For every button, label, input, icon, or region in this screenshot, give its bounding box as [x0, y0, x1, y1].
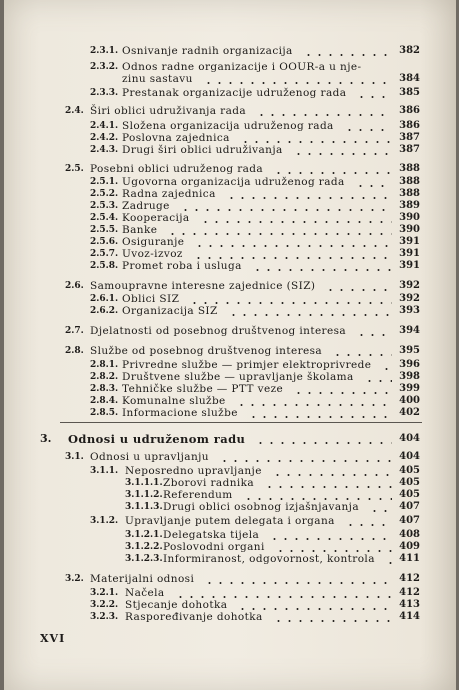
- toc-entry-number: 3.1.2.3.: [125, 554, 163, 564]
- toc-entry-page: 389: [399, 200, 420, 211]
- toc-entry-page: 393: [399, 305, 420, 316]
- toc-entry-title: Referendum: [163, 489, 233, 501]
- dot-leader: [369, 510, 392, 512]
- toc-entry-title: Odnosi u udruženom radu: [68, 432, 246, 446]
- section-divider: [60, 422, 422, 423]
- toc-entry-page: 386: [399, 105, 420, 116]
- dot-leader: [356, 334, 392, 336]
- toc-entry-title: Raspoređivanje dohotka: [125, 611, 263, 623]
- toc-entry-page: 412: [399, 573, 420, 584]
- toc-entry: [4, 450, 456, 464]
- toc-entry-title: Radna zajednica: [122, 188, 216, 200]
- toc-entry-page: 404: [399, 451, 420, 462]
- toc-entry-title: Prestanak organizacije udruženog rada: [122, 87, 347, 99]
- toc-entry-title: Osiguranje: [122, 236, 185, 248]
- toc-entry-page: 405: [399, 489, 420, 500]
- toc-entry-number: 2.4.: [65, 106, 84, 116]
- toc-entry-title: Organizacija SIZ: [122, 305, 218, 317]
- toc-entry: [4, 324, 456, 338]
- toc-entry-page: 394: [399, 325, 420, 336]
- toc-entry-page: 392: [399, 280, 420, 291]
- toc-entry-title: Poslovna zajednica: [122, 132, 230, 144]
- toc-entry-number: 2.8.4.: [90, 396, 119, 406]
- toc-entry: [4, 514, 456, 528]
- dot-leader: [356, 96, 392, 98]
- toc-entry-title: Širi oblici udruživanja rada: [90, 105, 247, 117]
- toc-entry-page: 404: [399, 433, 420, 444]
- toc-entry: [4, 344, 456, 358]
- toc-entry-number: 2.8.: [65, 346, 84, 356]
- dot-leader: [345, 524, 392, 526]
- toc-entry-page: 395: [399, 345, 420, 356]
- toc-entry-title: Materijalni odnosi: [90, 573, 195, 585]
- toc-entry-title: Uvoz-izvoz: [122, 248, 183, 260]
- dot-leader: [219, 460, 392, 462]
- toc-entry-page: 413: [399, 599, 420, 610]
- toc-entry: [4, 86, 456, 100]
- toc-entry: [4, 279, 456, 293]
- toc-entry-title: Upravljanje putem delegata i organa: [125, 515, 335, 527]
- toc-entry-number: 3.1.2.: [90, 516, 119, 526]
- toc-entry-title: Delegatska tijela: [163, 529, 260, 541]
- dot-leader: [273, 620, 392, 622]
- dot-leader: [204, 582, 392, 584]
- toc-entry-title: Drugi oblici osobnog izjašnjavanja: [163, 501, 359, 513]
- toc-entry: [4, 552, 456, 566]
- toc-entry-title: Odnos radne organizacije i OOUR-a u nje-: [122, 61, 362, 73]
- toc-entry-number: 3.1.: [65, 452, 84, 462]
- toc-entry-page: 392: [399, 293, 420, 304]
- dot-leader: [203, 82, 392, 84]
- toc-entry-page: 388: [399, 188, 420, 199]
- toc-entry-number: 3.1.1.1.: [125, 478, 163, 488]
- toc-entry-page: 387: [399, 144, 420, 155]
- toc-entry-number: 2.5.6.: [90, 237, 119, 247]
- toc-entry: [4, 44, 456, 58]
- toc-entry-number: 2.3.1.: [90, 46, 119, 56]
- toc-entry-title: Privredne službe — primjer elektroprivrede: [122, 359, 372, 371]
- toc-entry-number: 3.1.1.3.: [125, 502, 163, 512]
- toc-entry-page: 386: [399, 120, 420, 131]
- toc-entry: [4, 72, 456, 86]
- dot-leader: [256, 114, 392, 116]
- toc-entry-number: 2.4.3.: [90, 145, 119, 155]
- toc-entry-number: 3.1.2.2.: [125, 542, 163, 552]
- toc-entry-title: Oblici SIZ: [122, 293, 180, 305]
- toc-entry-title: Kooperacija: [122, 212, 190, 224]
- toc-entry-number: 2.6.: [65, 281, 84, 291]
- toc-entry-title: Ugovorna organizacija udruženog rada: [122, 176, 345, 188]
- dot-leader: [273, 172, 392, 174]
- toc-entry-page: 405: [399, 477, 420, 488]
- toc-entry-number: 2.5.2.: [90, 189, 119, 199]
- toc-entry-page: 391: [399, 236, 420, 247]
- toc-entry-page: 409: [399, 541, 420, 552]
- toc-entry: [4, 610, 456, 624]
- toc-entry-number: 3.2.2.: [90, 600, 119, 610]
- toc-entry: [4, 432, 456, 446]
- toc-entry-title: Komunalne službe: [122, 395, 226, 407]
- toc-entry-title: Banke: [122, 224, 158, 236]
- toc-entry-number: 2.5.1.: [90, 177, 119, 187]
- toc-entry-title: Stjecanje dohotka: [125, 599, 228, 611]
- toc-entry-number: 3.2.: [65, 574, 84, 584]
- toc-entry: [4, 104, 456, 118]
- toc-entry-title: zinu sastavu: [122, 73, 193, 85]
- toc-entry-page: 396: [399, 359, 420, 370]
- toc-entry-title: Odnosi u upravljanju: [90, 451, 209, 463]
- toc-entry-page: 400: [399, 395, 420, 406]
- toc-entry-title: Složena organizacija udruženog rada: [122, 120, 334, 132]
- toc-entry-number: 2.4.1.: [90, 121, 119, 131]
- toc-entry-number: 2.4.2.: [90, 133, 119, 143]
- toc-entry: [4, 304, 456, 318]
- toc-entry-number: 2.3.2.: [90, 62, 119, 72]
- toc-entry-title: Zborovi radnika: [163, 477, 255, 489]
- toc-entry-title: Poslovodni organi: [163, 541, 265, 553]
- toc-entry-page: 408: [399, 529, 420, 540]
- dot-leader: [255, 442, 392, 444]
- toc-entry-title: Službe od posebnog društvenog interesa: [90, 345, 323, 357]
- dot-leader: [228, 314, 392, 316]
- toc-entry-page: 387: [399, 132, 420, 143]
- toc-entry-page: 382: [399, 45, 420, 56]
- toc-entry-title: Tehničke službe — PTT veze: [122, 383, 284, 395]
- toc-entry-number: 3.1.2.1.: [125, 530, 163, 540]
- toc-entry-number: 2.8.2.: [90, 372, 119, 382]
- toc-entry-page: 407: [399, 501, 420, 512]
- toc-entry-page: 407: [399, 515, 420, 526]
- toc-entry-title: Djelatnosti od posebnog društvenog interesa: [90, 325, 347, 337]
- toc-entry-page: 391: [399, 260, 420, 271]
- toc-entry-title: Samoupravne interesne zajednice (SIZ): [90, 280, 316, 292]
- toc-entry-number: 2.6.1.: [90, 294, 119, 304]
- toc-entry-page: 405: [399, 465, 420, 476]
- toc-entry-title: Posebni oblici udruženog rada: [90, 163, 264, 175]
- toc-entry-number: 2.5.5.: [90, 225, 119, 235]
- dot-leader: [325, 289, 392, 291]
- toc-entry-number: 2.7.: [65, 326, 84, 336]
- toc-entry-number: 2.3.3.: [90, 88, 119, 98]
- dot-leader: [248, 416, 392, 418]
- toc-entry-title: Neposredno upravljanje: [125, 465, 262, 477]
- toc-entry: [4, 406, 456, 420]
- toc-entry-title: Promet roba i usluga: [122, 260, 242, 272]
- toc-entry-page: 385: [399, 87, 420, 98]
- toc-entry-page: 414: [399, 611, 420, 622]
- toc-entry-number: 2.5.: [65, 164, 84, 174]
- toc-entry-number: 3.: [40, 432, 52, 445]
- toc-entry-title: Informacione službe: [122, 407, 238, 419]
- toc-entry-number: 3.1.1.: [90, 466, 119, 476]
- toc-entry-page: 399: [399, 383, 420, 394]
- toc-entry-number: 3.1.1.2.: [125, 490, 163, 500]
- dot-leader: [303, 54, 392, 56]
- toc-entry-page: 388: [399, 163, 420, 174]
- toc-entry-title: Informiranost, odgovornost, kontrola: [163, 553, 375, 565]
- toc-entry-number: 2.6.2.: [90, 306, 119, 316]
- toc-entry-page: 384: [399, 73, 420, 84]
- page-folio: XVI: [40, 632, 66, 645]
- toc-entry-title: Osnivanje radnih organizacija: [122, 45, 293, 57]
- toc-entry: [4, 162, 456, 176]
- toc-entry-number: 2.8.1.: [90, 360, 119, 370]
- toc-entry: [4, 572, 456, 586]
- toc-entry-number: 2.8.3.: [90, 384, 119, 394]
- toc-entry-page: 391: [399, 248, 420, 259]
- toc-entry-page: 412: [399, 587, 420, 598]
- toc-entry-number: 2.5.8.: [90, 261, 119, 271]
- toc-entry-number: 2.5.7.: [90, 249, 119, 259]
- toc-entry-number: 2.5.4.: [90, 213, 119, 223]
- toc-entry-page: 402: [399, 407, 420, 418]
- toc-entry-page: 390: [399, 212, 420, 223]
- dot-leader: [385, 562, 392, 564]
- toc-entry-page: 411: [399, 553, 420, 564]
- toc-entry-title: Načela: [125, 587, 165, 599]
- toc-entry-page: 390: [399, 224, 420, 235]
- toc-entry-number: 2.8.5.: [90, 408, 119, 418]
- dot-leader: [252, 269, 392, 271]
- toc-entry-number: 2.5.3.: [90, 201, 119, 211]
- dot-leader: [332, 354, 392, 356]
- toc-entry-number: 3.2.3.: [90, 612, 119, 622]
- toc-entry-number: 3.2.1.: [90, 588, 119, 598]
- toc-entry-title: Zadruge: [122, 200, 170, 212]
- toc-entry-title: Društvene službe — upravljanje školama: [122, 371, 354, 383]
- toc-entry: [4, 500, 456, 514]
- toc-entry: [4, 259, 456, 273]
- toc-entry-page: 398: [399, 371, 420, 382]
- toc-entry-page: 388: [399, 176, 420, 187]
- dot-leader: [293, 153, 392, 155]
- toc-entry-title: Drugi širi oblici udruživanja: [122, 144, 283, 156]
- toc-entry: [4, 143, 456, 157]
- book-page: [4, 0, 456, 690]
